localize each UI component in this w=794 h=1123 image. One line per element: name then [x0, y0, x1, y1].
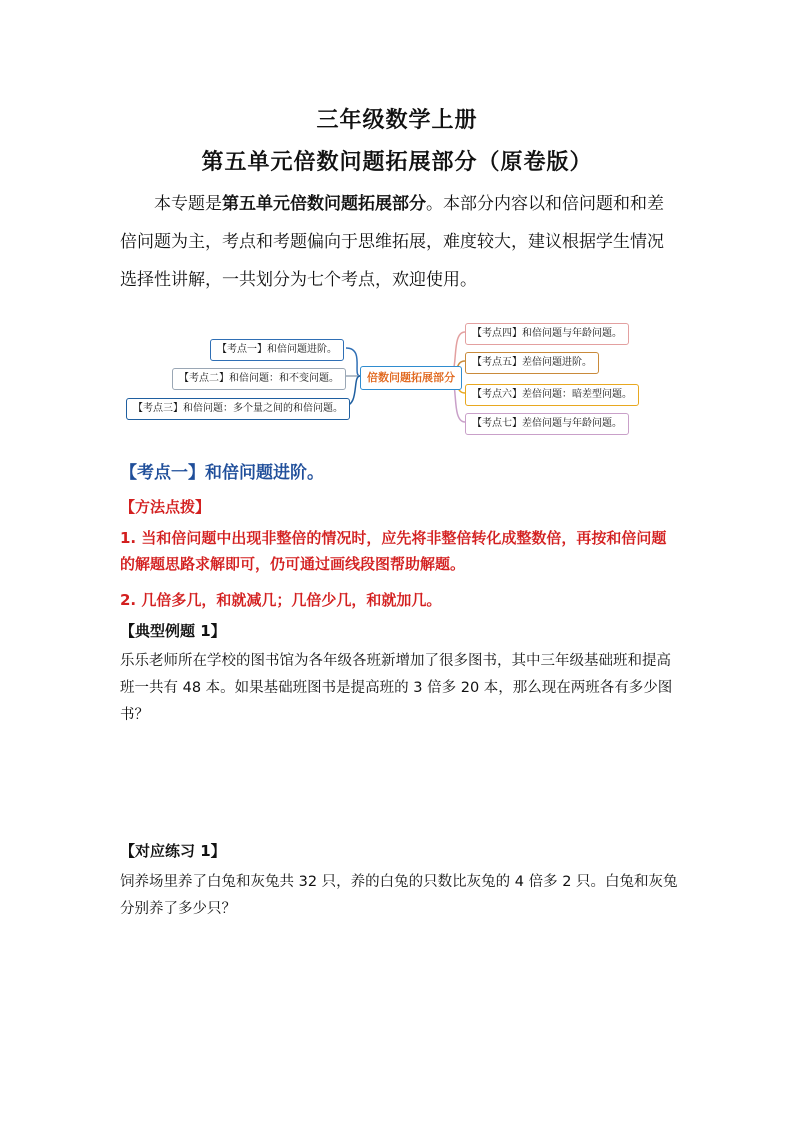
method-point-2: 2. 几倍多几，和就减几；几倍少几，和就加几。: [120, 591, 442, 609]
intro-paragraph: [120, 185, 680, 299]
mindmap-node-7: 【考点七】差倍问题与年龄问题。: [465, 413, 629, 435]
method-point-1: 1. 当和倍问题中出现非整倍的情况时，应先将非整倍转化成整数倍，再按和倍问题的解题思路求解即可，仍可通过画线段图帮助解题。: [120, 529, 667, 573]
mindmap-node-1: 【考点一】和倍问题进阶。: [210, 339, 344, 361]
example-text: 乐乐老师所在学校的图书馆为各年级各班新增加了很多图书，其中三年级基础班和提高班一共有 48 本。如果基础班图书是提高班的 3 倍多 20 本，那么现在两班各有多少图书？: [120, 653, 673, 723]
intro-suffix: 。本部分内容以和倍问题和和差倍问题为主，考点和考题偏向于思维拓展，难度较大，建议根据学生情况选择性讲解，一共划分为七个考点，欢迎使用。: [120, 194, 664, 290]
document-subtitle: 第五单元倍数问题拓展部分（原卷版）: [201, 150, 593, 175]
practice-heading: 【对应练习 1】: [120, 842, 226, 860]
mindmap-node-3: 【考点三】和倍问题：多个量之间的和倍问题。: [126, 398, 350, 420]
example-heading: 【典型例题 1】: [120, 622, 226, 640]
mindmap-node-2: 【考点二】和倍问题：和不变问题。: [172, 368, 346, 390]
intro-bold: 第五单元倍数问题拓展部分: [222, 194, 426, 214]
document-title: 三年级数学上册: [316, 108, 478, 133]
mindmap-node-6: 【考点六】差倍问题：暗差型问题。: [465, 384, 639, 406]
intro-prefix: 本专题是: [154, 194, 222, 214]
mindmap: [120, 318, 640, 438]
section-heading: 【考点一】和倍问题进阶。: [120, 463, 324, 483]
mindmap-node-5: 【考点五】差倍问题进阶。: [465, 352, 599, 374]
mindmap-center: 倍数问题拓展部分: [360, 366, 462, 390]
mindmap-node-4: 【考点四】和倍问题与年龄问题。: [465, 323, 629, 345]
method-heading: 【方法点拨】: [120, 498, 211, 516]
practice-text: 饲养场里养了白兔和灰兔共 32 只，养的白兔的只数比灰兔的 4 倍多 2 只。白兔和灰兔分别养了多少只？: [120, 874, 678, 917]
